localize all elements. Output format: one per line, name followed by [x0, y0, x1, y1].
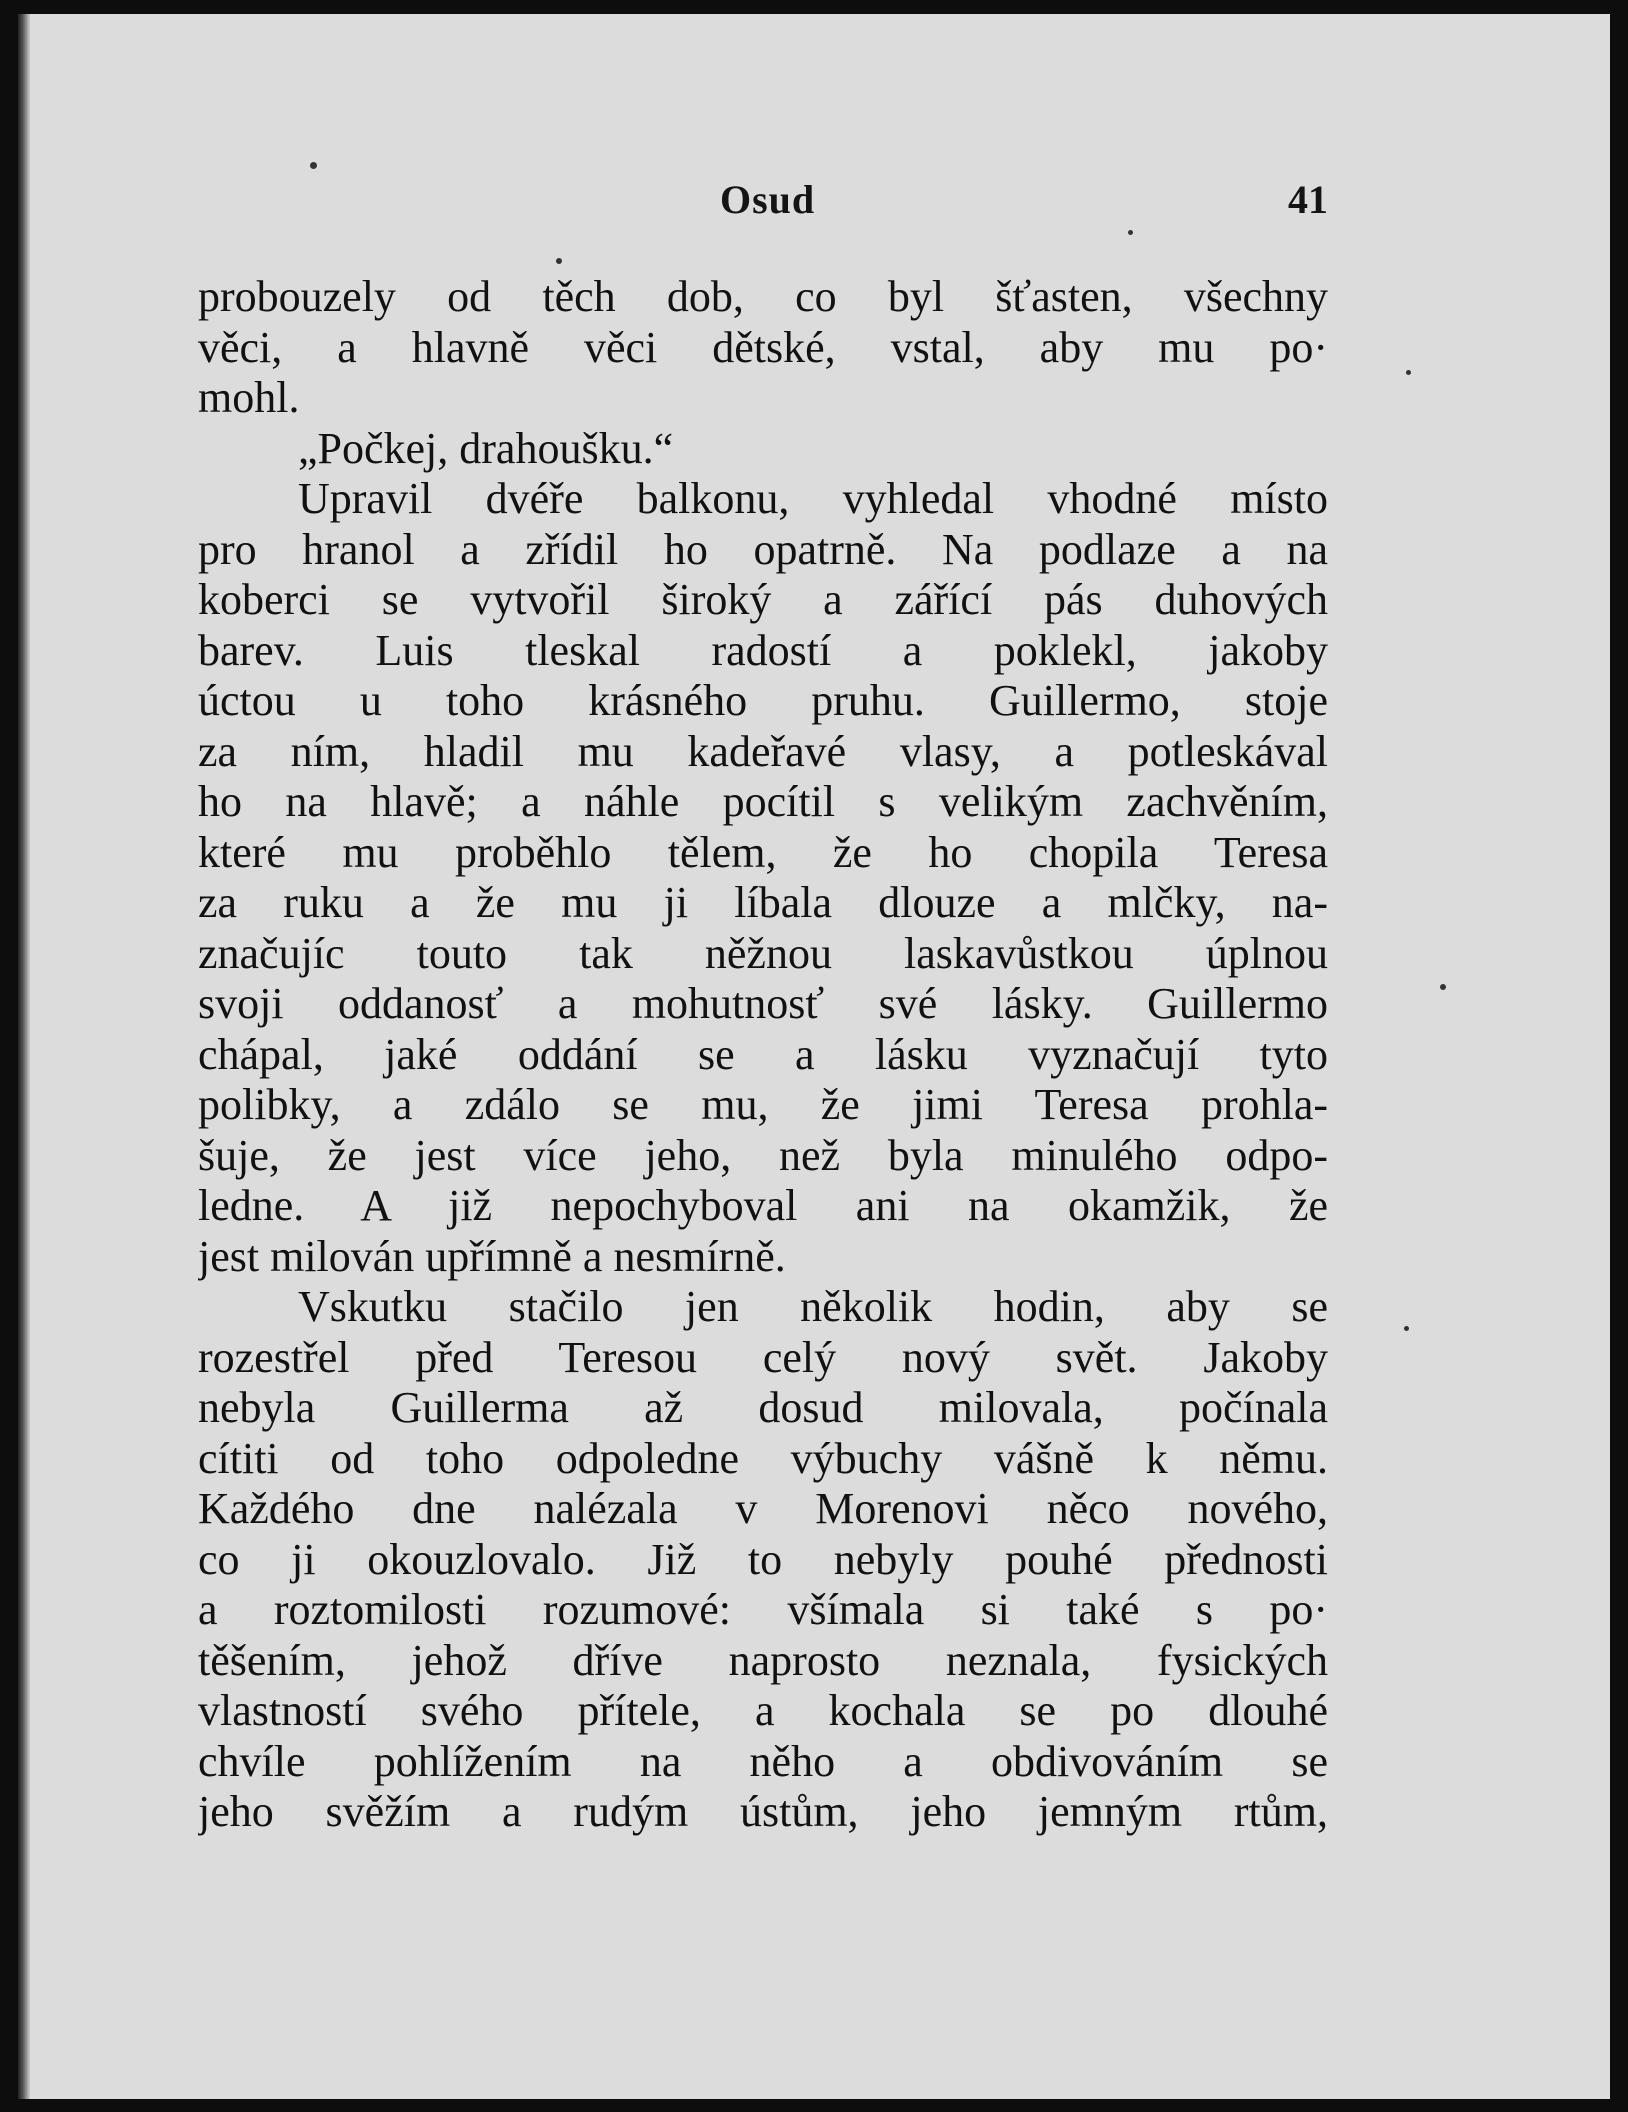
text-line: cítiti od toho odpoledne výbuchy vášně k němu. [198, 1433, 1328, 1483]
text-line: úctou u toho krásného pruhu. Guillermo, stoje [198, 676, 1328, 725]
text-line: koberci se vytvořil široký a zářící pás duhových [198, 575, 1328, 624]
text-line: jest milován upřímně a nesmírně. [198, 1231, 786, 1281]
book-spine-edge [18, 14, 30, 2099]
text-line: probouzely od těch dob, co byl šťasten, všechny [198, 272, 1328, 321]
text-line: barev. Luis tleskal radostí a poklekl, jakoby [198, 625, 1328, 675]
text-line: za ruku a že mu ji líbala dlouze a mlčky, na- [198, 878, 1328, 927]
book-page [18, 14, 1610, 2099]
text-line: mohl. [198, 373, 300, 422]
text-line: polibky, a zdálo se mu, že jimi Teresa prohla- [198, 1080, 1328, 1129]
text-line: ledne. A již nepochyboval ani na okamžik, že [198, 1181, 1328, 1230]
page-number: 41 [1288, 177, 1328, 222]
text-line: které mu proběhlo tělem, že ho chopila Teresa [198, 827, 1328, 877]
text-line: a roztomilosti rozumové: všímala si také s po· [198, 1585, 1328, 1634]
text-line: rozestřel před Teresou celý nový svět. Jakoby [198, 1332, 1328, 1382]
text-line: šuje, že jest více jeho, než byla minulého odpo- [198, 1130, 1328, 1180]
ink-speck [1404, 1326, 1409, 1331]
text-line: ho na hlavě; a náhle pocítil s velikým zachvěním, [198, 777, 1328, 826]
text-line: jeho svěžím a rudým ústům, jeho jemným rtům, [198, 1787, 1328, 1836]
ink-speck [1406, 370, 1411, 375]
ink-speck [1440, 984, 1446, 990]
ink-speck [556, 258, 562, 264]
text-line: chvíle pohlížením na něho a obdivováním se [198, 1736, 1328, 1786]
text-line: svoji oddanosť a mohutnosť své lásky. Guillermo [198, 979, 1328, 1028]
text-line: pro hranol a zřídil ho opatrně. Na podlaze a na [198, 524, 1328, 574]
ink-speck [310, 162, 317, 169]
running-head [198, 176, 1328, 232]
text-line: těšením, jehož dříve naprosto neznala, fysických [198, 1635, 1328, 1685]
text-line: za ním, hladil mu kadeřavé vlasy, a potleskával [198, 726, 1328, 776]
text-line: chápal, jaké oddání se a lásku vyznačují tyto [198, 1029, 1328, 1079]
text-line: „Počkej, drahoušku.“ [298, 423, 674, 473]
text-line: značujíc touto tak něžnou laskavůstkou úplnou [198, 928, 1328, 978]
text-line: věci, a hlavně věci dětské, vstal, aby mu po· [198, 322, 1328, 372]
text-line: Každého dne nalézala v Morenovi něco nového, [198, 1484, 1328, 1533]
text-line: co ji okouzlovalo. Již to nebyly pouhé přednosti [198, 1534, 1328, 1584]
text-line: nebyla Guillerma až dosud milovala, počínala [198, 1383, 1328, 1432]
chapter-title: Osud [720, 177, 816, 222]
body-text [198, 272, 1328, 1838]
text-line: Vskutku stačilo jen několik hodin, aby se [298, 1282, 1328, 1331]
text-line: vlastností svého přítele, a kochala se po dlouhé [198, 1686, 1328, 1735]
text-line: Upravil dvéře balkonu, vyhledal vhodné místo [298, 474, 1328, 523]
